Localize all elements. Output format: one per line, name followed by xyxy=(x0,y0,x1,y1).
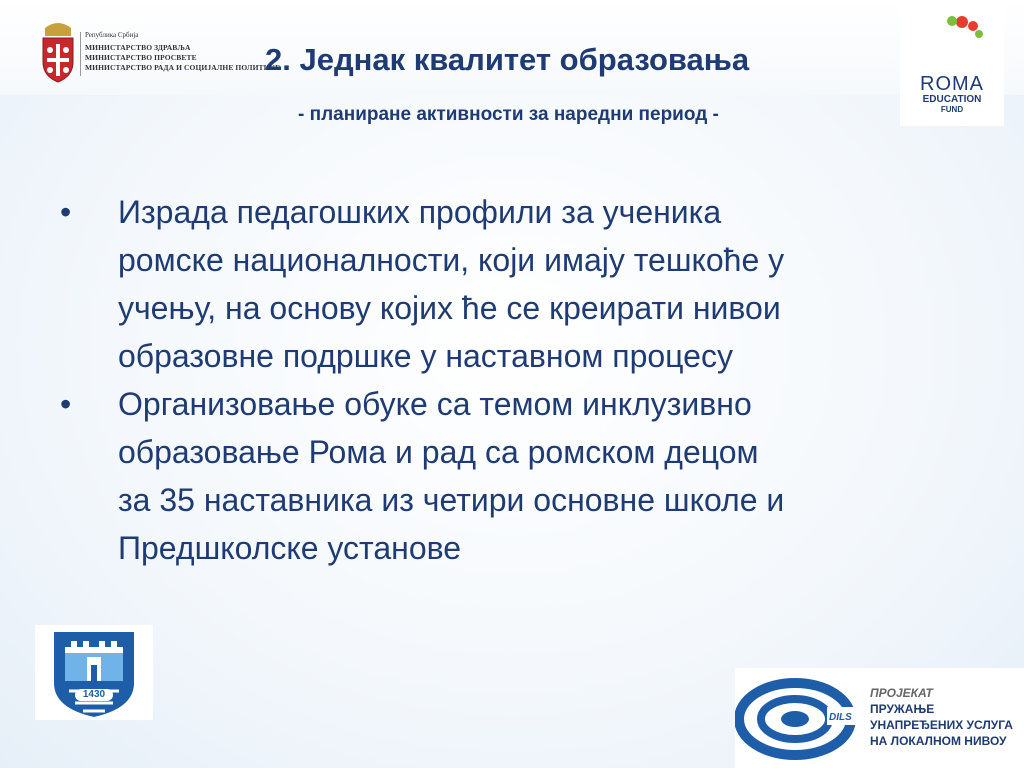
project-description xyxy=(870,685,1013,749)
roma-education-fund-emblem-icon xyxy=(900,2,1004,72)
roma-education-fund-logo xyxy=(900,2,1004,126)
ref-name-line1: ROMA xyxy=(920,73,984,95)
divider xyxy=(80,32,81,76)
ref-name-line2: EDUCATION xyxy=(922,94,982,105)
ministry-label: МИНИСТАРСТВО РАДА И СОЦИЈАЛНЕ ПОЛИТИКЕ xyxy=(85,63,281,72)
slide-subtitle: - планиране активности за наредни период - xyxy=(298,104,719,125)
slide-title: 2. Једнак квалитет образовања xyxy=(265,42,750,77)
city-shield-icon xyxy=(35,625,153,720)
project-line: ПРУЖАЊЕ xyxy=(870,702,935,716)
republic-label: Република Србија xyxy=(85,31,139,39)
bullet-list xyxy=(60,188,980,572)
ref-name-line3: FUND xyxy=(940,105,964,114)
bullet-line: Организовање обуке са темом инклузивно xyxy=(118,386,752,422)
project-line: НА ЛОКАЛНОМ НИВОУ xyxy=(870,734,1007,748)
bullet-line: ромске националности, који имају тешкоће у xyxy=(118,242,785,278)
bullet-marker: • xyxy=(60,194,72,230)
project-line: ПРОЈЕКАТ xyxy=(870,686,933,700)
city-year-label: 1430 xyxy=(75,689,113,701)
bullet-line: образовање Рома и рад са ромском децом xyxy=(118,434,759,470)
city-emblem-logo xyxy=(35,625,153,720)
bullet-line: учењу, на основу којих ће се креирати нивои xyxy=(118,290,781,326)
government-text xyxy=(85,30,280,73)
dils-mark-label: DILS xyxy=(829,712,852,723)
bullet-line: Предшколске установе xyxy=(118,530,462,566)
project-line: УНАПРЕЂЕНИХ УСЛУГА xyxy=(870,718,1013,732)
bullet-item xyxy=(60,188,980,380)
bullet-line: образовне подршке у наставном процесу xyxy=(118,338,733,374)
bullet-line: Израда педагошких профили за ученика xyxy=(118,194,722,230)
ministry-label: МИНИСТАРСТВО ПРОСВЕТЕ xyxy=(85,53,197,62)
bullet-line: за 35 наставника из четири основне школе и xyxy=(118,482,785,518)
government-logo xyxy=(33,14,283,86)
serbian-coat-of-arms-icon xyxy=(37,14,79,84)
ministry-label: МИНИСТАРСТВО ЗДРАВЉА xyxy=(85,43,191,52)
bullet-item xyxy=(60,380,980,572)
bullet-marker: • xyxy=(60,386,72,422)
